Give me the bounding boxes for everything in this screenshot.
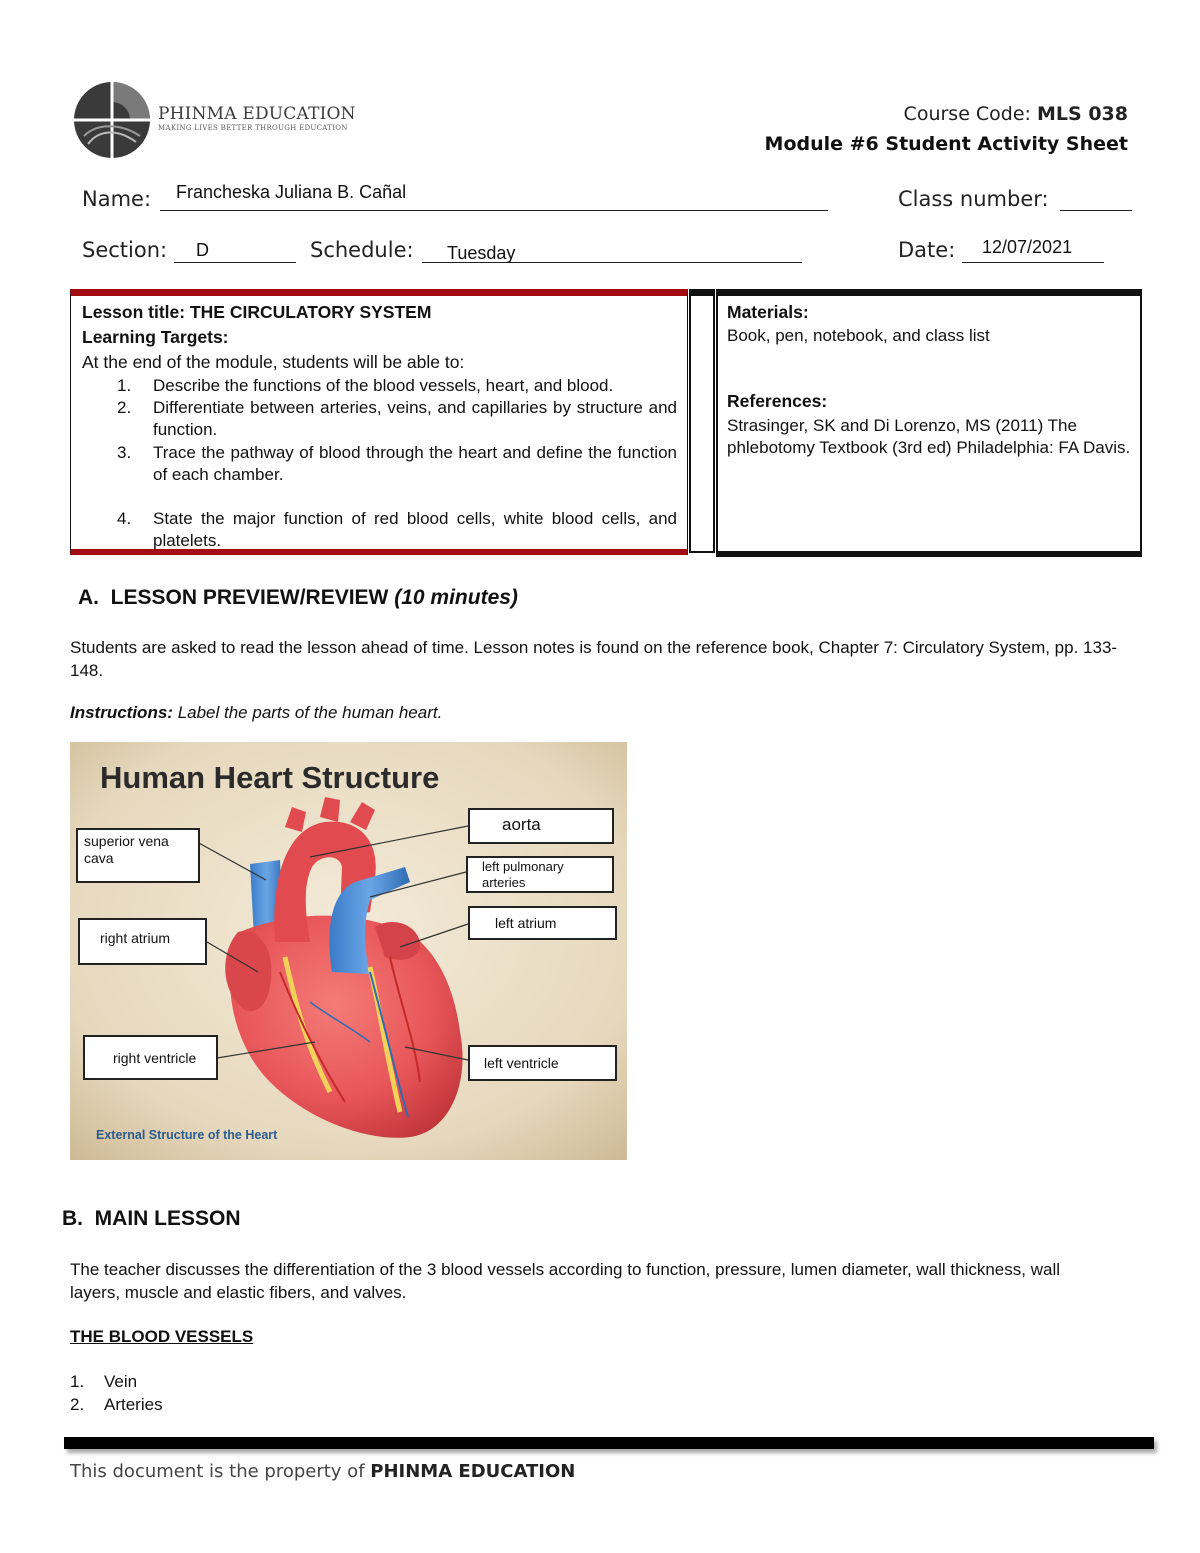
heart-diagram [70, 742, 627, 1160]
materials-text: Book, pen, notebook, and class list [727, 326, 990, 345]
date-label: Date: [898, 238, 956, 262]
list-number: 1. [70, 1372, 85, 1391]
section-field[interactable] [174, 238, 296, 263]
section-value: D [196, 240, 209, 260]
schedule-value: Tuesday [447, 243, 516, 263]
footer-divider [64, 1437, 1154, 1449]
section-a-duration: (10 minutes) [394, 586, 518, 609]
lesson-box [70, 289, 688, 555]
name-label: Name: [82, 187, 152, 211]
section-b-letter: B. [62, 1207, 83, 1230]
label-left-atrium[interactable]: left atrium [468, 906, 617, 940]
instructions-line [70, 701, 442, 724]
materials-label: Materials: [727, 302, 809, 322]
label-right-atrium[interactable]: right atrium [78, 918, 207, 965]
logo-title: PHINMA EDUCATION [158, 104, 356, 124]
target-item: Trace the pathway of blood through the heart and define the function of each chamber. [153, 443, 677, 484]
footer-brand: PHINMA EDUCATION [370, 1461, 576, 1482]
logo-tagline: MAKING LIVES BETTER THROUGH EDUCATION [158, 124, 348, 132]
box-divider [689, 289, 715, 553]
list-number: 2. [70, 1395, 85, 1414]
instructions-text: Label the parts of the human heart. [177, 703, 443, 722]
course-code-label: Course Code: [903, 103, 1031, 125]
name-value: Francheska Juliana B. Cañal [176, 182, 407, 202]
section-a-paragraph: Students are asked to read the lesson ahead of time. Lesson notes is found on the reference book, Chapter 7: Circulatory System, pp. 133-148. [70, 638, 1118, 680]
target-item: Differentiate between arteries, veins, and capillaries by structure and function. [153, 398, 677, 439]
references-text: Strasinger, SK and Di Lorenzo, MS (2011) The phlebotomy Textbook (3rd ed) Philadelphia: FA Davis. [727, 416, 1131, 457]
section-b-title-text: MAIN LESSON [94, 1207, 241, 1230]
label-left-pulmonary-arteries[interactable]: left pulmonary arteries [466, 856, 614, 893]
section-a-heading [78, 586, 518, 610]
date-value: 12/07/2021 [982, 237, 1073, 257]
list-item: Vein [104, 1372, 138, 1391]
course-code-line [904, 103, 1128, 125]
logo-emblem-icon [70, 78, 160, 162]
module-title: Module #6 Student Activity Sheet [764, 133, 1128, 155]
target-number: 3. [117, 443, 132, 462]
lesson-title: THE CIRCULATORY SYSTEM [189, 302, 432, 322]
learning-targets-intro: At the end of the module, students will be able to: [82, 352, 465, 372]
label-superior-vena-cava[interactable]: superior vena cava [76, 828, 200, 883]
section-b-paragraph: The teacher discusses the differentiation of the 3 blood vessels according to function, pressure, lumen diameter, wall thickness, wall layers, muscle and elastic fibers, and valves. [70, 1260, 1060, 1302]
learning-targets-label: Learning Targets: [82, 327, 229, 347]
materials-box [716, 289, 1142, 557]
target-number: 2. [117, 398, 132, 417]
section-b-title [62, 1207, 241, 1231]
instructions-label: Instructions: [70, 703, 173, 722]
label-aorta[interactable]: aorta [468, 808, 614, 844]
lesson-title-label: Lesson title: [82, 302, 186, 322]
list-item: Arteries [104, 1395, 163, 1414]
target-item: State the major function of red blood cells, white blood cells, and platelets. [153, 509, 677, 550]
course-code: MLS 038 [1037, 103, 1128, 125]
target-item: Describe the functions of the blood vessels, heart, and blood. [153, 376, 614, 395]
heart-figure-title: Human Heart Structure [100, 760, 440, 795]
section-a-letter: A. [78, 586, 99, 609]
section-a-title-text: LESSON PREVIEW/REVIEW [110, 586, 389, 609]
footer-note [70, 1461, 575, 1482]
section-b-heading [62, 1207, 241, 1231]
references-label: References: [727, 391, 828, 411]
lesson-title-line [82, 301, 431, 323]
target-number: 1. [117, 376, 132, 395]
class-number-label: Class number: [898, 187, 1049, 211]
schedule-label: Schedule: [310, 238, 414, 262]
class-number-field[interactable] [1060, 186, 1132, 211]
section-a-title [78, 586, 518, 610]
heart-figure-caption: External Structure of the Heart [96, 1128, 278, 1142]
footer-text: This document is the property of [70, 1461, 365, 1482]
blood-vessels-heading: THE BLOOD VESSELS [70, 1327, 254, 1346]
target-number: 4. [117, 509, 132, 528]
section-label: Section: [82, 238, 168, 262]
label-left-ventricle[interactable]: left ventricle [468, 1045, 617, 1081]
label-right-ventricle[interactable]: right ventricle [83, 1035, 218, 1080]
